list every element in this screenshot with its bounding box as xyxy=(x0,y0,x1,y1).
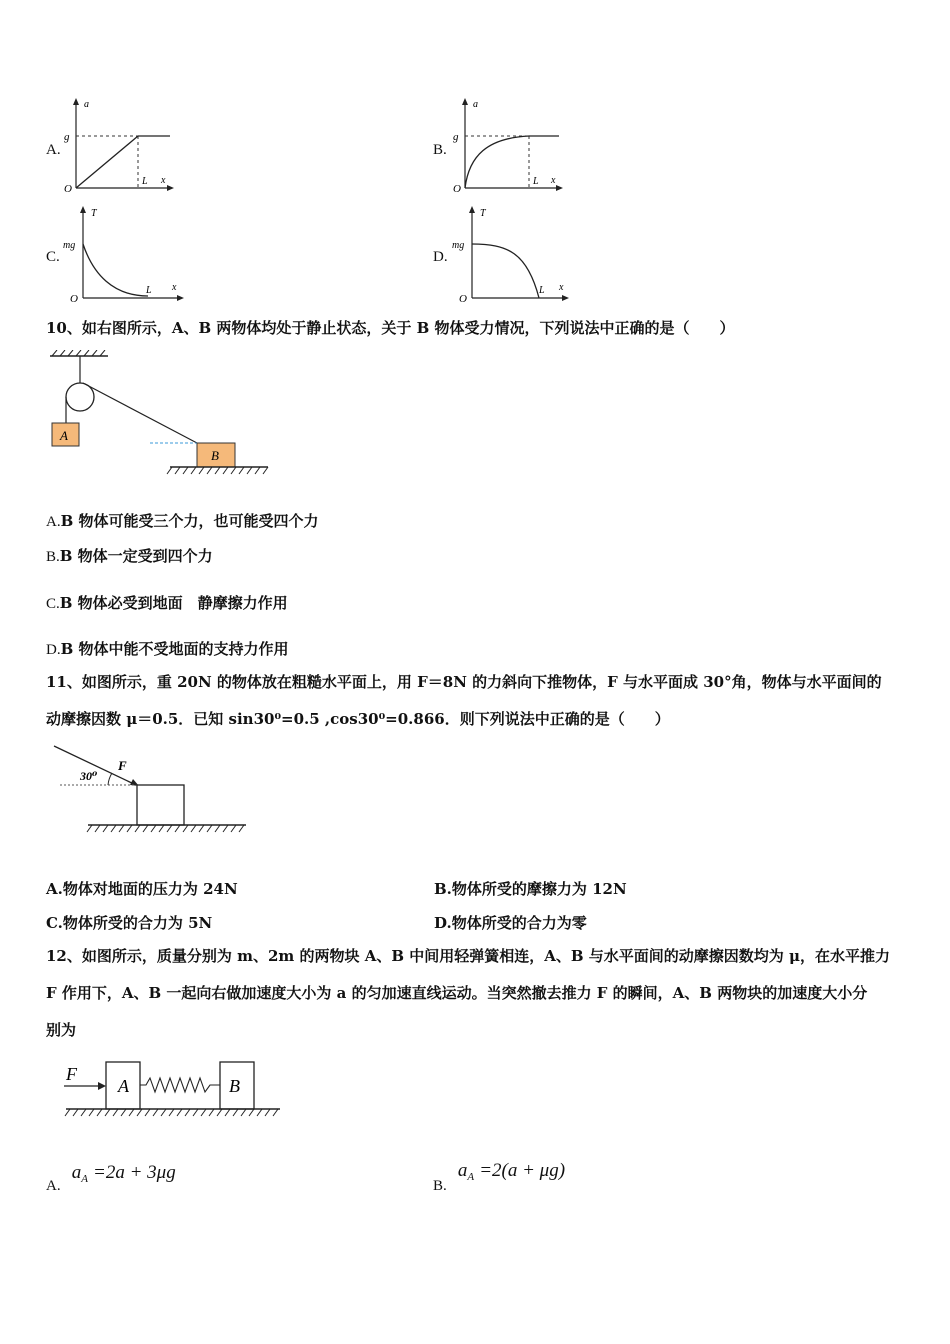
q11-stem-line2: 动摩擦因数 μ＝0.5．已知 sin30⁰=0.5 ,cos30⁰=0.866．则下列说法中正确的是（ ） xyxy=(46,710,670,728)
graph-t-vs-x-drop xyxy=(447,204,571,304)
q10-option-c[interactable]: C.B 物体必受到地面 静摩擦力作用 xyxy=(46,594,288,612)
svg-text:B: B xyxy=(229,1076,240,1096)
svg-text:T: T xyxy=(91,208,97,219)
q10-option-a[interactable]: A.B 物体可能受三个力，也可能受四个力 xyxy=(46,512,319,530)
svg-text:x: x xyxy=(172,282,177,293)
svg-text:a: a xyxy=(473,99,478,110)
option-label: B. xyxy=(433,142,447,158)
svg-text:L: L xyxy=(142,176,148,187)
svg-text:x: x xyxy=(559,282,564,293)
q11-stem-line1: 11、如图所示，重 20N 的物体放在粗糙水平面上，用 F＝8N 的力斜向下推物体，F 与水平面成 30°角，物体与水平面间的 xyxy=(46,673,882,691)
svg-text:g: g xyxy=(453,131,459,143)
q12-stem-line1: 12、如图所示，质量分别为 m、2m 的两物块 A、B 中间用轻弹簧相连，A、B 与水平面间的动摩擦因数均为 μ，在水平推力 xyxy=(46,947,891,965)
svg-text:x: x xyxy=(161,175,166,186)
q10-stem: 10、如右图所示，A、B 两物体均处于静止状态，关于 B 物体受力情况，下列说法中正确的是（ ） xyxy=(46,319,735,337)
graph-a-vs-x-linear xyxy=(58,96,176,196)
option-label: A. xyxy=(46,142,61,158)
svg-text:O: O xyxy=(453,183,461,195)
q11-option-d[interactable]: D.物体所受的合力为零 xyxy=(434,914,587,932)
q10-option-d[interactable]: D.B 物体中能不受地面的支持力作用 xyxy=(46,640,289,658)
svg-text:g: g xyxy=(64,131,70,143)
svg-text:O: O xyxy=(459,293,467,304)
svg-text:F: F xyxy=(66,1064,77,1084)
q12-stem-line2: F 作用下，A、B 一起向右做加速度大小为 a 的匀加速直线运动。当突然撤去推力 F 的瞬间，A、B 两物块的加速度大小分 xyxy=(46,984,868,1002)
svg-text:x: x xyxy=(551,175,556,186)
q12-option-b[interactable]: B. $a_A =2(a + \mu g)$ xyxy=(433,1160,566,1194)
svg-text:O: O xyxy=(70,293,78,304)
svg-text:mg: mg xyxy=(63,240,76,251)
svg-text:L: L xyxy=(533,176,539,187)
svg-text:a: a xyxy=(84,99,89,110)
svg-text:F: F xyxy=(118,758,127,773)
graph-t-vs-x-decay xyxy=(58,204,188,304)
graph-a-vs-x-curve xyxy=(447,96,565,196)
q12-stem-line3: 别为 xyxy=(46,1021,77,1039)
q11-option-c[interactable]: C.物体所受的合力为 5N xyxy=(46,914,213,932)
svg-text:A: A xyxy=(60,428,68,443)
q12-spring-blocks-figure xyxy=(60,1056,285,1120)
q12-option-a[interactable]: A. $a_A =2a + 3\mu g$ xyxy=(46,1162,176,1194)
option-label: C. xyxy=(46,249,60,265)
q10-pulley-figure xyxy=(46,350,276,480)
svg-text:L: L xyxy=(539,285,545,296)
svg-text:O: O xyxy=(64,183,72,195)
svg-text:30⁰: 30⁰ xyxy=(80,769,98,783)
svg-text:mg: mg xyxy=(452,240,465,251)
svg-text:A: A xyxy=(118,1076,129,1096)
svg-text:L: L xyxy=(146,285,152,296)
q11-option-a[interactable]: A.物体对地面的压力为 24N xyxy=(46,880,238,898)
svg-text:B: B xyxy=(211,448,219,463)
q11-option-b[interactable]: B.物体所受的摩擦力为 12N xyxy=(434,880,627,898)
option-label: D. xyxy=(433,249,448,265)
q10-option-b[interactable]: B.B 物体一定受到四个力 xyxy=(46,547,213,565)
svg-text:T: T xyxy=(480,208,486,219)
q11-incline-force-figure xyxy=(50,740,250,838)
